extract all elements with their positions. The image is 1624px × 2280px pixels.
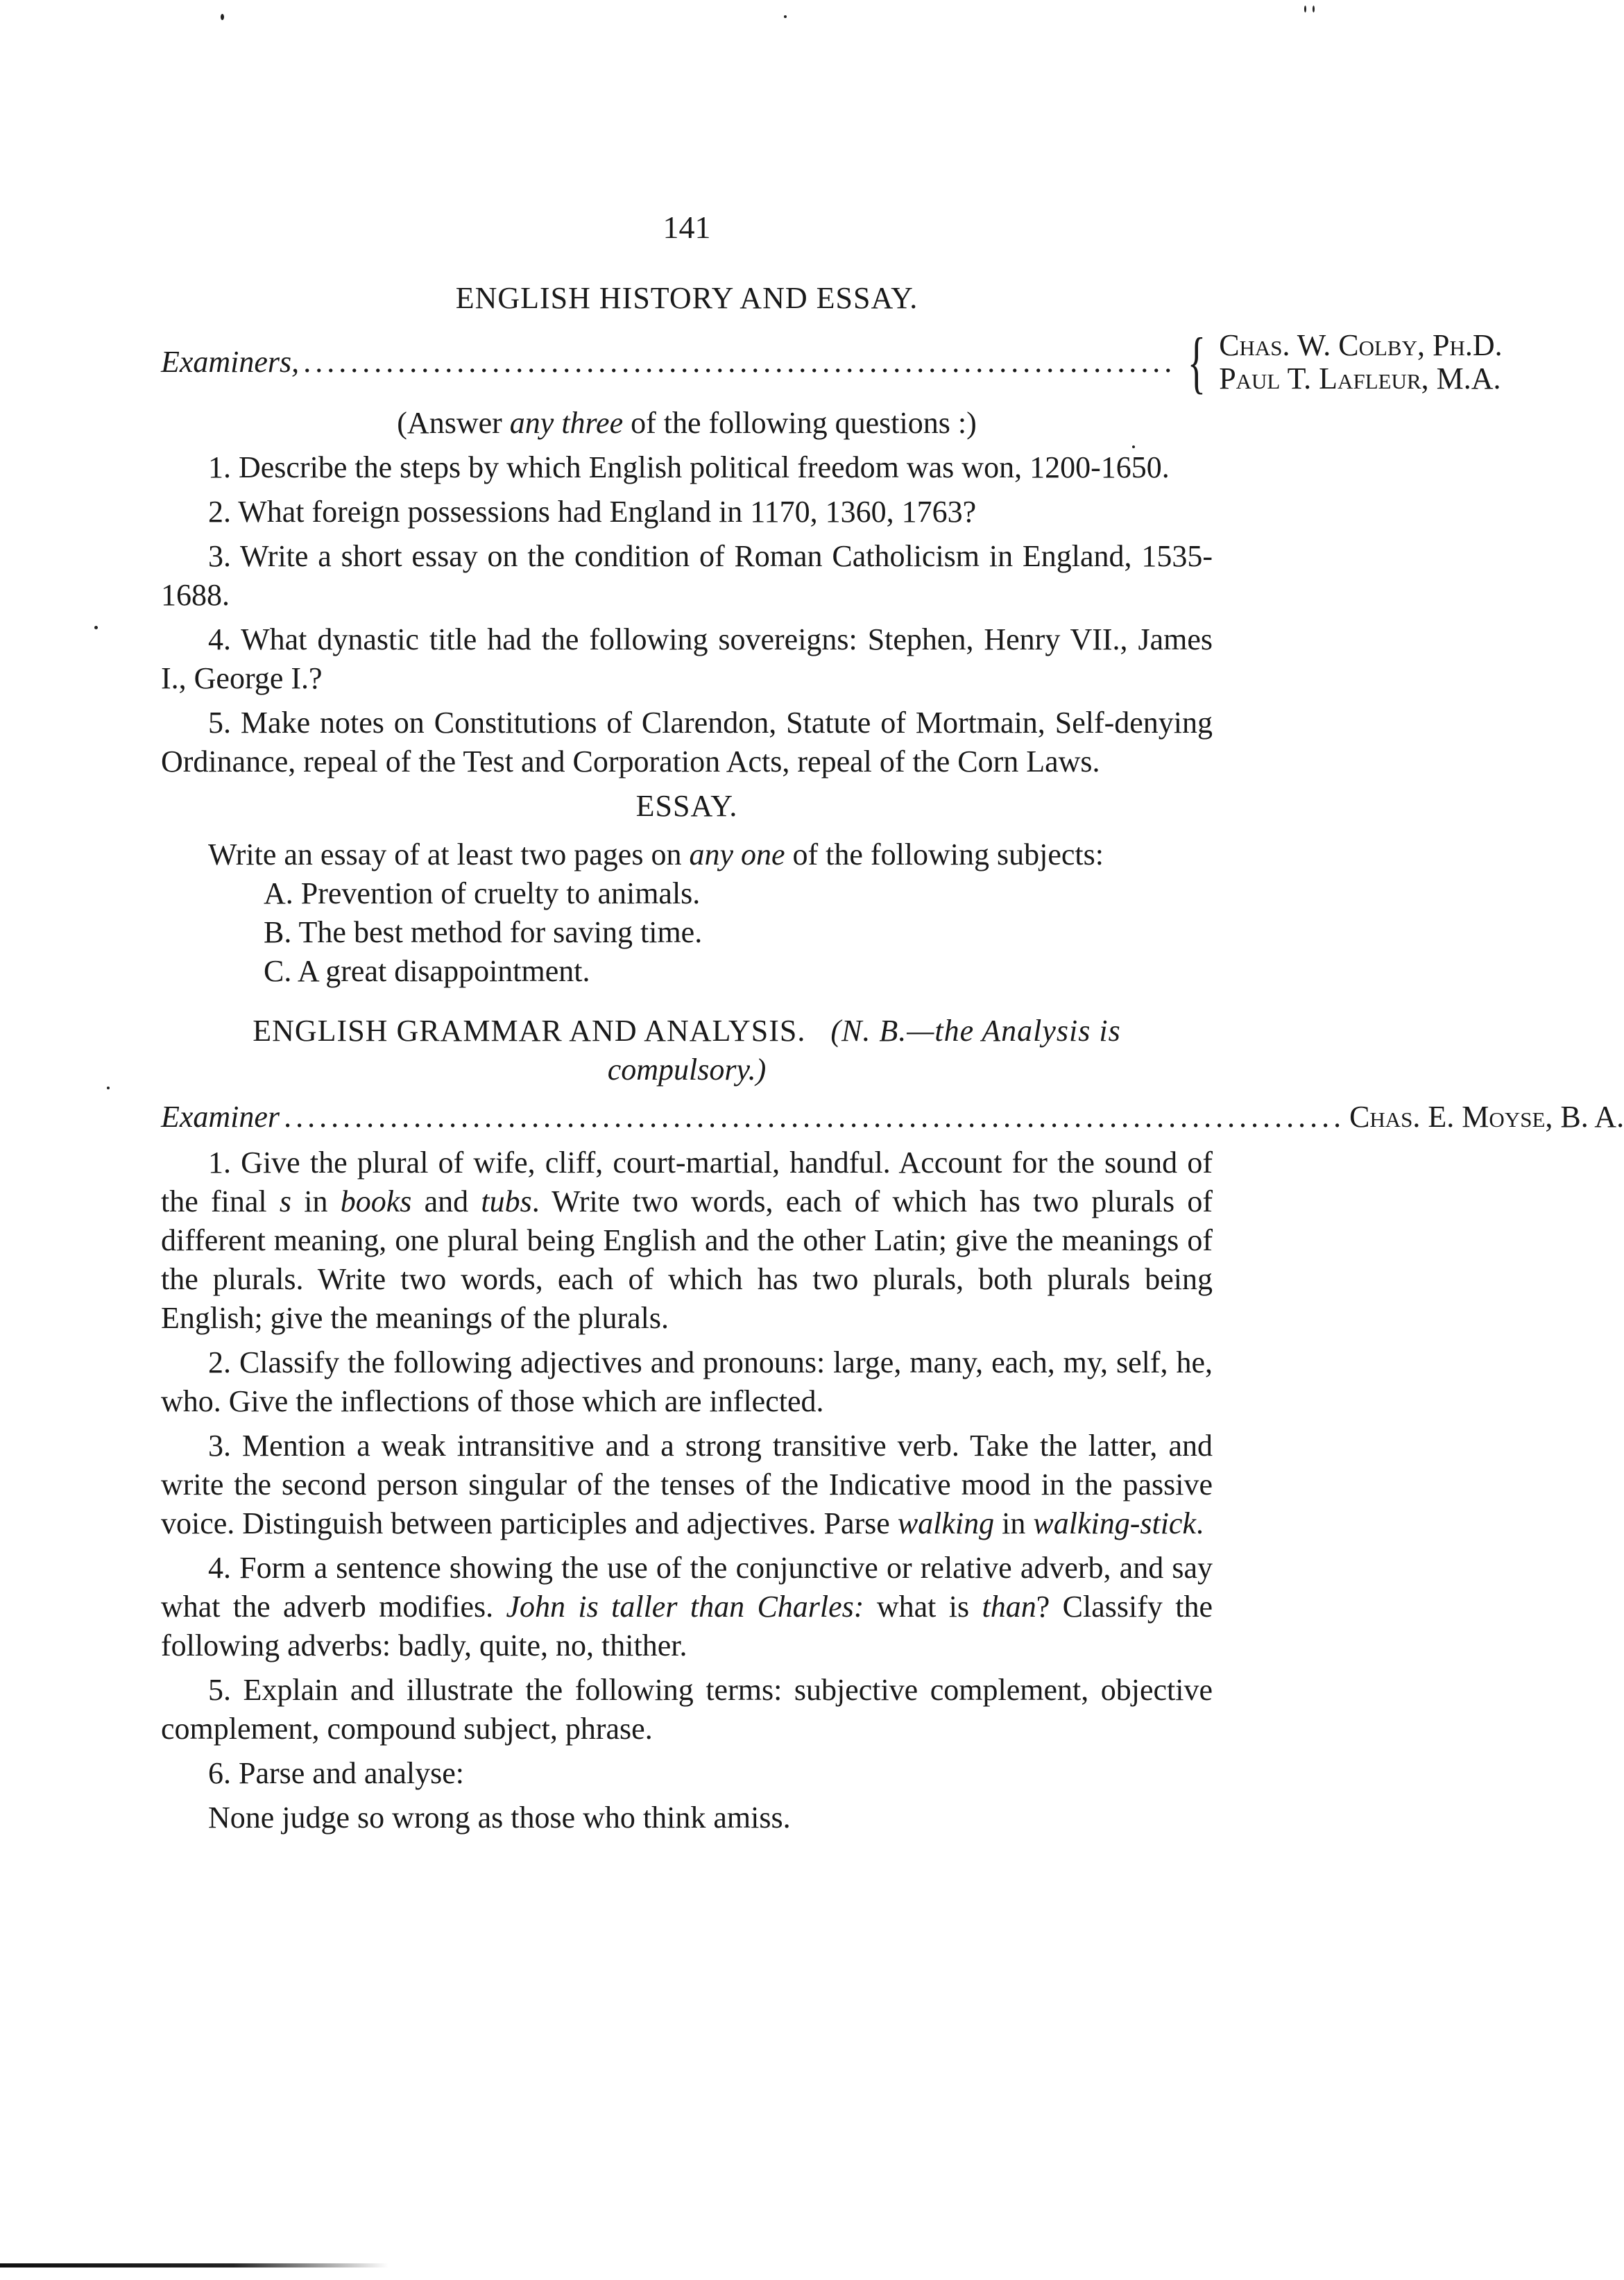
section-title-history: ENGLISH HISTORY AND ESSAY.: [455, 281, 918, 315]
essay-intro-text: of the following subjects:: [785, 837, 1104, 871]
leader-dots: ..........................................................................................: [284, 1100, 1346, 1134]
question-text: in: [291, 1184, 341, 1218]
bottom-edge-rule: [0, 2263, 388, 2268]
print-speck: [1304, 6, 1306, 12]
essay-instructions: [161, 835, 1213, 874]
question-text: ? Classify the following adverbs: badly, quite, no, thither.: [161, 1590, 1213, 1662]
instruction-text: of the following questions :): [623, 406, 977, 440]
document-body: [161, 208, 1624, 1837]
question-item: 2. Classify the following adjectives and pronouns: large, many, each, my, self, he, who. Give the inflections of those which are inflected.: [161, 1345, 1213, 1418]
question-text: 4. Form a sentence showing the use of the conjunctive or relative adverb, and say what the adverb modifies.: [161, 1551, 1213, 1624]
essay-title: ESSAY.: [635, 789, 738, 823]
examiners-label: Examiners,: [161, 345, 300, 379]
question-item: 5. Explain and illustrate the following terms: subjective complement, objective complement, compound subject, phrase.: [161, 1673, 1213, 1746]
parse-sentence: None judge so wrong as those who think amiss.: [208, 1801, 791, 1835]
question-text: 1. Give the plural of wife, cliff, court-martial, handful. Account for the sound of the final: [161, 1146, 1213, 1218]
question-item: [161, 1143, 1213, 1338]
examiner-label: Examiner: [161, 1100, 280, 1134]
question-item: [161, 1549, 1213, 1665]
analysis-note: (N. B.—the Analysis is: [830, 1014, 1121, 1048]
question-text: and: [411, 1184, 481, 1218]
print-speck: [221, 14, 224, 20]
examiner-line: [161, 1098, 1624, 1137]
grammar-title-text: ENGLISH GRAMMAR AND ANALYSIS.: [253, 1014, 806, 1048]
print-speck: [107, 1087, 110, 1089]
essay-topic: B. The best method for saving time.: [264, 915, 703, 949]
question-item: [161, 1427, 1213, 1543]
brace-symbol: {: [1187, 323, 1206, 400]
examiner-name: Paul T. Lafleur, M.A.: [1219, 361, 1501, 395]
question-italic: than: [982, 1590, 1036, 1624]
question-italic: books: [340, 1184, 412, 1218]
essay-topic: A. Prevention of cruelty to animals.: [264, 876, 701, 910]
question-italic: walking-stick: [1033, 1506, 1196, 1540]
essay-intro-emphasis: any one: [689, 837, 785, 871]
print-speck: [1313, 6, 1315, 12]
examiners-line: [161, 323, 1503, 400]
question-text: in: [994, 1506, 1034, 1540]
print-speck: [784, 15, 787, 18]
page-number: 141: [663, 210, 711, 245]
question-text: what is: [864, 1590, 982, 1624]
question-item: 4. What dynastic title had the following sovereigns: Stephen, Henry VII., James I., George I.?: [161, 622, 1213, 695]
essay-topic: C. A great disappointment.: [264, 954, 590, 988]
question-item: 1. Describe the steps by which English political freedom was won, 1200-1650.: [208, 450, 1170, 484]
question-italic: s: [279, 1184, 291, 1218]
essay-intro-text: Write an essay of at least two pages on: [208, 837, 690, 871]
question-item: 5. Make notes on Constitutions of Clarendon, Statute of Mortmain, Self-denying Ordinance, repeal of the Test and Corporation Acts, repeal of the Corn Laws.: [161, 706, 1213, 779]
leader-dots: ..........................................................................: [303, 345, 1177, 379]
question-italic: tubs: [481, 1184, 532, 1218]
question-italic: walking: [897, 1506, 995, 1540]
instruction-emphasis: any three: [509, 406, 624, 440]
question-text: 3. Mention a weak intransitive and a strong transitive verb. Take the latter, and write the second person singular of the tenses of the Indicative mood in the passive voice. Distinguish between participles and adjectives. Parse: [161, 1429, 1213, 1540]
question-italic: John is taller than Charles:: [506, 1590, 864, 1624]
section-title-grammar: [161, 1012, 1213, 1050]
question-text: .: [1195, 1506, 1204, 1540]
examiner-name: Chas. E. Moyse, B. A.: [1349, 1100, 1624, 1134]
section-grammar: [161, 1012, 1624, 1837]
examiner-names: [1219, 329, 1502, 395]
analysis-note-continued: compulsory.): [607, 1053, 767, 1087]
examiner-name: Chas. W. Colby, Ph.D.: [1219, 328, 1503, 362]
question-item: 3. Write a short essay on the condition of Roman Catholicism in England, 1535-1688.: [161, 539, 1213, 612]
instructions: [161, 404, 1213, 443]
question-text: . Write two words, each of which has two plurals of different meaning, one plural being English and the other Latin; give the meanings of the plurals. Write two words, each of which has two plurals, both plurals being English; give the meanings of the plurals.: [161, 1184, 1213, 1335]
question-item: 6. Parse and analyse:: [208, 1756, 464, 1790]
instruction-text: (Answer: [397, 406, 510, 440]
print-speck: [94, 626, 98, 629]
question-item: 2. What foreign possessions had England in 1170, 1360, 1763?: [208, 495, 977, 529]
